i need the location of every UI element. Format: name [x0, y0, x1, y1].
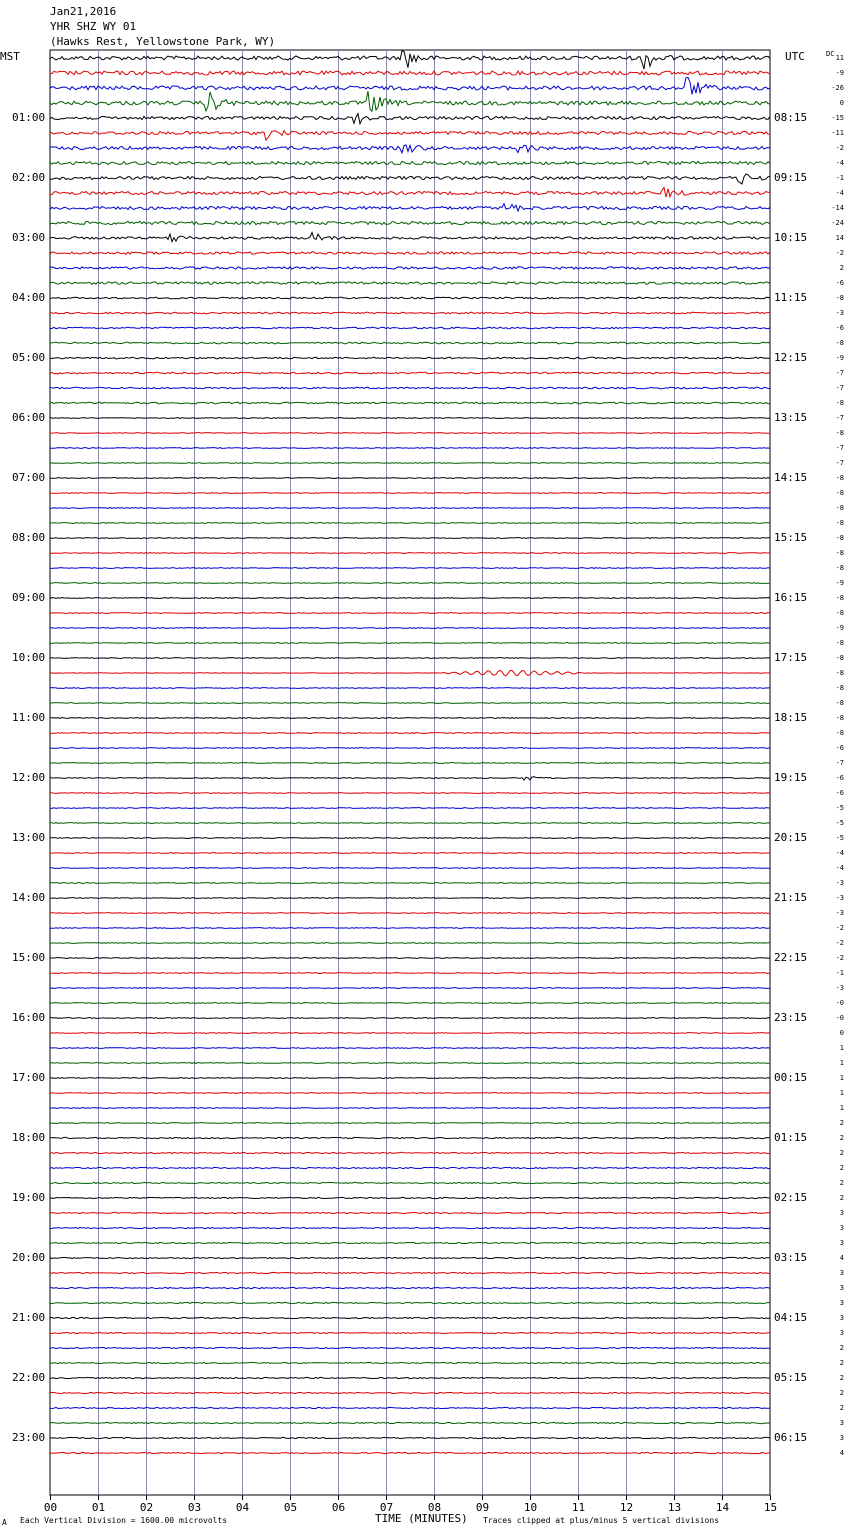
- dc-offset-label: -9: [835, 624, 844, 632]
- trace-row: [50, 1123, 770, 1124]
- dc-offset-label: 2: [839, 1179, 844, 1187]
- trace-row: [50, 1377, 770, 1378]
- utc-hour-label: 05:15: [774, 1371, 808, 1384]
- x-tick-label: 15: [763, 1501, 778, 1514]
- dc-offset-label: 3: [839, 1419, 844, 1427]
- dc-offset-label: -5: [835, 834, 844, 842]
- trace-row: [50, 1407, 770, 1408]
- trace-row: [50, 312, 770, 314]
- dc-offset-label: 2: [839, 264, 844, 272]
- dc-offset-label: -7: [835, 384, 844, 392]
- dc-offset-label: 2: [839, 1164, 844, 1172]
- dc-offset-label: 3: [839, 1224, 844, 1232]
- scale-note: Each Vertical Division = 1600.00 microvolts: [20, 1516, 228, 1525]
- dc-offset-label: 4: [839, 1254, 844, 1262]
- trace-row: [50, 973, 770, 974]
- trace-row: [50, 748, 770, 749]
- trace-row: [50, 958, 770, 959]
- trace-row: [50, 433, 770, 434]
- trace-row: [50, 1317, 770, 1318]
- mst-hour-label: 20:00: [12, 1251, 46, 1264]
- trace-row: [50, 1078, 770, 1079]
- trace-row: [50, 1347, 770, 1348]
- trace-row: [50, 718, 770, 719]
- mst-hour-label: 17:00: [12, 1071, 46, 1084]
- dc-offset-label: 4: [839, 1449, 844, 1457]
- dc-offset-label: -4: [835, 849, 844, 857]
- x-tick-label: 12: [619, 1501, 634, 1514]
- trace-row: [50, 372, 770, 374]
- trace-row: [50, 943, 770, 944]
- mst-hour-label: 11:00: [12, 711, 46, 724]
- dc-offset-label: 0: [839, 99, 844, 107]
- trace-row: [50, 1227, 770, 1228]
- dc-offset-label: -6: [835, 774, 844, 782]
- trace-row: [50, 808, 770, 809]
- dc-offset-label: -2: [835, 144, 844, 152]
- trace-row: [50, 508, 770, 509]
- mst-hour-label: 16:00: [12, 1011, 46, 1024]
- dc-offset-label: -2: [835, 924, 844, 932]
- x-tick-label: 14: [715, 1501, 730, 1514]
- trace-row: [50, 174, 770, 184]
- x-tick-label: 11: [571, 1501, 586, 1514]
- mst-hour-label: 23:00: [12, 1431, 46, 1444]
- utc-hour-label: 23:15: [774, 1011, 808, 1024]
- dc-offset-label: 1: [839, 1089, 844, 1097]
- dc-offset-label: 3: [839, 1239, 844, 1247]
- dc-offset-label: -4: [835, 159, 844, 167]
- dc-offset-label: -2: [835, 249, 844, 257]
- trace-row: [50, 161, 770, 164]
- dc-offset-label: 3: [839, 1209, 844, 1217]
- trace-row: [50, 463, 770, 464]
- x-axis-label: TIME (MINUTES): [375, 1512, 468, 1525]
- utc-hour-label: 03:15: [774, 1251, 808, 1264]
- utc-hour-label: 12:15: [774, 351, 808, 364]
- trace-row: [50, 478, 770, 479]
- trace-row: [50, 598, 770, 599]
- utc-hour-label: 17:15: [774, 651, 808, 664]
- dc-offset-label: 2: [839, 1374, 844, 1382]
- x-tick-label: 09: [475, 1501, 490, 1514]
- utc-hour-label: 21:15: [774, 891, 808, 904]
- trace-row: [50, 853, 770, 854]
- mst-hour-label: 10:00: [12, 651, 46, 664]
- trace-row: [50, 1302, 770, 1303]
- trace-row: [50, 643, 770, 644]
- dc-offset-label: 2: [839, 1389, 844, 1397]
- dc-offset-label: -1: [835, 969, 844, 977]
- trace-row: [50, 1257, 770, 1258]
- mst-hour-label: 18:00: [12, 1131, 46, 1144]
- mst-hour-label: 01:00: [12, 111, 46, 124]
- dc-offset-label: -11: [831, 129, 844, 137]
- mst-hour-label: 22:00: [12, 1371, 46, 1384]
- trace-row: [50, 131, 770, 140]
- trace-row: [50, 523, 770, 524]
- utc-hour-label: 16:15: [774, 591, 808, 604]
- trace-row: [50, 1033, 770, 1034]
- dc-offset-label: -6: [835, 324, 844, 332]
- trace-row: [50, 1272, 770, 1273]
- trace-row: [50, 1063, 770, 1064]
- trace-row: [50, 688, 770, 689]
- dc-offset-label: -5: [835, 804, 844, 812]
- x-tick-label: 03: [187, 1501, 202, 1514]
- trace-row: [50, 448, 770, 449]
- x-tick-label: 07: [379, 1501, 394, 1514]
- mst-hour-label: 14:00: [12, 891, 46, 904]
- dc-offset-label: 3: [839, 1434, 844, 1442]
- trace-row: [50, 613, 770, 614]
- dc-offset-label: -3: [835, 309, 844, 317]
- dc-offset-label: -26: [831, 84, 844, 92]
- utc-hour-label: 22:15: [774, 951, 808, 964]
- dc-offset-label: -8: [835, 474, 844, 482]
- trace-row: [50, 1212, 770, 1213]
- dc-offset-label: -7: [835, 759, 844, 767]
- mst-hour-label: 06:00: [12, 411, 46, 424]
- trace-row: [50, 188, 770, 198]
- x-tick-label: 01: [91, 1501, 106, 1514]
- dc-offset-label: 2: [839, 1194, 844, 1202]
- trace-row: [50, 77, 770, 94]
- trace-row: [50, 402, 770, 404]
- station-code: YHR SHZ WY 01: [50, 20, 137, 33]
- dc-offset-label: 14: [835, 234, 844, 242]
- trace-row: [50, 793, 770, 794]
- mst-hour-label: 02:00: [12, 171, 46, 184]
- dc-offset-label: -3: [835, 879, 844, 887]
- dc-offset-label: 1: [839, 1104, 844, 1112]
- utc-hour-label: 19:15: [774, 771, 808, 784]
- mst-hour-label: 07:00: [12, 471, 46, 484]
- utc-hour-label: 06:15: [774, 1431, 808, 1444]
- utc-hour-label: 08:15: [774, 111, 808, 124]
- dc-offset-label: -8: [835, 339, 844, 347]
- dc-offset-label: -8: [835, 729, 844, 737]
- mst-hour-label: 13:00: [12, 831, 46, 844]
- x-tick-label: 08: [427, 1501, 442, 1514]
- dc-offset-label: 0: [839, 1029, 844, 1037]
- utc-hour-label: 00:15: [774, 1071, 808, 1084]
- trace-row: [50, 670, 770, 676]
- mst-hour-label: 08:00: [12, 531, 46, 544]
- mst-hour-label: 15:00: [12, 951, 46, 964]
- trace-row: [50, 583, 770, 584]
- dc-offset-label: -8: [835, 714, 844, 722]
- dc-offset-label: -8: [835, 684, 844, 692]
- utc-hour-label: 10:15: [774, 231, 808, 244]
- dc-offset-label: -7: [835, 459, 844, 467]
- utc-hour-label: 11:15: [774, 291, 808, 304]
- trace-row: [50, 1152, 770, 1153]
- dc-offset-label: -3: [835, 894, 844, 902]
- dc-offset-label: -9: [835, 354, 844, 362]
- mst-hour-label: 05:00: [12, 351, 46, 364]
- trace-row: [50, 763, 770, 764]
- x-tick-label: 02: [139, 1501, 154, 1514]
- dc-offset-label: -6: [835, 744, 844, 752]
- trace-row: [50, 1437, 770, 1438]
- dc-offset-label: -8: [835, 564, 844, 572]
- trace-row: [50, 538, 770, 539]
- mst-hour-label: 09:00: [12, 591, 46, 604]
- x-tick-label: 04: [235, 1501, 250, 1514]
- trace-row: [50, 1018, 770, 1019]
- trace-row: [50, 823, 770, 824]
- utc-hour-label: 09:15: [774, 171, 808, 184]
- trace-row: [50, 71, 770, 75]
- dc-offset-label: -1: [835, 174, 844, 182]
- trace-row: [50, 342, 770, 344]
- dc-offset-label: -2: [835, 954, 844, 962]
- trace-row: [50, 221, 770, 224]
- trace-row: [50, 568, 770, 569]
- mst-hour-label: 19:00: [12, 1191, 46, 1204]
- dc-offset-label: 3: [839, 1329, 844, 1337]
- trace-row: [50, 658, 770, 659]
- trace-row: [50, 1137, 770, 1138]
- dc-offset-label: -8: [835, 699, 844, 707]
- trace-row: [50, 928, 770, 929]
- trace-row: [50, 838, 770, 839]
- station-location: (Hawks Rest, Yellowstone Park, WY): [50, 35, 276, 48]
- dc-offset-label: 3: [839, 1269, 844, 1277]
- trace-row: [50, 91, 770, 111]
- mst-hour-label: 21:00: [12, 1311, 46, 1324]
- dc-offset-label: -8: [835, 294, 844, 302]
- trace-row: [50, 233, 770, 242]
- dc-offset-label: 2: [839, 1359, 844, 1367]
- dc-offset-label: -8: [835, 489, 844, 497]
- dc-offset-label: -3: [835, 984, 844, 992]
- dc-offset-label: -9: [835, 579, 844, 587]
- trace-row: [50, 387, 770, 389]
- dc-offset-label: 2: [839, 1344, 844, 1352]
- mst-hour-label: 12:00: [12, 771, 46, 784]
- dc-offset-label: -8: [835, 639, 844, 647]
- utc-hour-label: 01:15: [774, 1131, 808, 1144]
- dc-offset-label: -7: [835, 414, 844, 422]
- dc-offset-label: 2: [839, 1134, 844, 1142]
- dc-offset-label: -7: [835, 369, 844, 377]
- dc-offset-label: -14: [831, 204, 844, 212]
- trace-row: [50, 883, 770, 884]
- trace-row: [50, 1362, 770, 1363]
- dc-offset-label: 1: [839, 1044, 844, 1052]
- trace-row: [50, 51, 770, 69]
- trace-row: [50, 868, 770, 869]
- dc-offset-label: 2: [839, 1119, 844, 1127]
- x-tick-label: 10: [523, 1501, 538, 1514]
- dc-offset-label: 3: [839, 1299, 844, 1307]
- left-timezone: MST: [0, 50, 20, 63]
- trace-row: [50, 1003, 770, 1004]
- utc-hour-label: 14:15: [774, 471, 808, 484]
- utc-hour-label: 04:15: [774, 1311, 808, 1324]
- trace-row: [50, 1287, 770, 1288]
- dc-offset-label: -7: [835, 444, 844, 452]
- dc-offset-label: -8: [835, 399, 844, 407]
- trace-row: [50, 297, 770, 299]
- trace-row: [50, 145, 770, 153]
- trace-row: [50, 777, 770, 780]
- trace-row: [50, 267, 770, 269]
- utc-hour-label: 20:15: [774, 831, 808, 844]
- trace-row: [50, 114, 770, 124]
- trace-row: [50, 898, 770, 899]
- right-timezone: UTC: [785, 50, 805, 63]
- dc-offset-label: -6: [835, 789, 844, 797]
- trace-row: [50, 1422, 770, 1423]
- trace-row: [50, 913, 770, 914]
- dc-offset-label: -8: [835, 594, 844, 602]
- trace-row: [50, 357, 770, 359]
- dc-offset-label: -8: [835, 519, 844, 527]
- dc-offset-label: -2: [835, 939, 844, 947]
- trace-row: [50, 327, 770, 329]
- dc-offset-label: -8: [835, 609, 844, 617]
- x-tick-label: 06: [331, 1501, 346, 1514]
- trace-row: [50, 1242, 770, 1243]
- trace-row: [50, 1167, 770, 1168]
- dc-offset-label: -8: [835, 429, 844, 437]
- trace-row: [50, 553, 770, 554]
- dc-offset-label: 11: [835, 54, 844, 62]
- dc-label: DC: [826, 50, 835, 58]
- dc-offset-label: -0: [835, 1014, 844, 1022]
- dc-offset-label: -5: [835, 819, 844, 827]
- x-tick-label: 05: [283, 1501, 298, 1514]
- dc-offset-label: -8: [835, 534, 844, 542]
- dc-offset-label: -15: [831, 114, 844, 122]
- dc-offset-label: -8: [835, 654, 844, 662]
- trace-row: [50, 493, 770, 494]
- utc-hour-label: 18:15: [774, 711, 808, 724]
- trace-row: [50, 204, 770, 211]
- trace-row: [50, 1332, 770, 1333]
- dc-offset-label: -8: [835, 669, 844, 677]
- utc-hour-label: 02:15: [774, 1191, 808, 1204]
- trace-row: [50, 1093, 770, 1094]
- trace-row: [50, 988, 770, 989]
- dc-offset-label: 3: [839, 1284, 844, 1292]
- trace-row: [50, 418, 770, 419]
- trace-layer: [50, 51, 770, 1454]
- dc-offset-label: -6: [835, 279, 844, 287]
- plot-date: Jan21,2016: [50, 5, 117, 18]
- dc-offset-label: -8: [835, 504, 844, 512]
- dc-offset-label: -9: [835, 69, 844, 77]
- clip-note: Traces clipped at plus/minus 5 vertical divisions: [483, 1516, 720, 1525]
- trace-row: [50, 1197, 770, 1198]
- dc-offset-label: -4: [835, 189, 844, 197]
- trace-row: [50, 252, 770, 254]
- trace-row: [50, 628, 770, 629]
- dc-offset-label: 2: [839, 1404, 844, 1412]
- trace-row: [50, 1048, 770, 1049]
- dc-offset-label: -3: [835, 909, 844, 917]
- dc-offset-label: -4: [835, 864, 844, 872]
- x-tick-label: 13: [667, 1501, 682, 1514]
- utc-hour-label: 15:15: [774, 531, 808, 544]
- trace-row: [50, 1452, 770, 1453]
- dc-offset-label: -0: [835, 999, 844, 1007]
- trace-row: [50, 1392, 770, 1393]
- corner-mark: A: [2, 1518, 7, 1527]
- trace-row: [50, 1182, 770, 1183]
- trace-row: [50, 282, 770, 284]
- mst-hour-label: 03:00: [12, 231, 46, 244]
- dc-offset-label: -8: [835, 549, 844, 557]
- mst-hour-label: 04:00: [12, 291, 46, 304]
- dc-offset-label: 3: [839, 1314, 844, 1322]
- dc-offset-label: -24: [831, 219, 844, 227]
- dc-offset-label: 2: [839, 1149, 844, 1157]
- utc-hour-label: 13:15: [774, 411, 808, 424]
- dc-offset-label: 1: [839, 1059, 844, 1067]
- trace-row: [50, 1108, 770, 1109]
- trace-row: [50, 733, 770, 734]
- x-tick-label: 00: [43, 1501, 58, 1514]
- dc-offset-label: 1: [839, 1074, 844, 1082]
- trace-row: [50, 703, 770, 704]
